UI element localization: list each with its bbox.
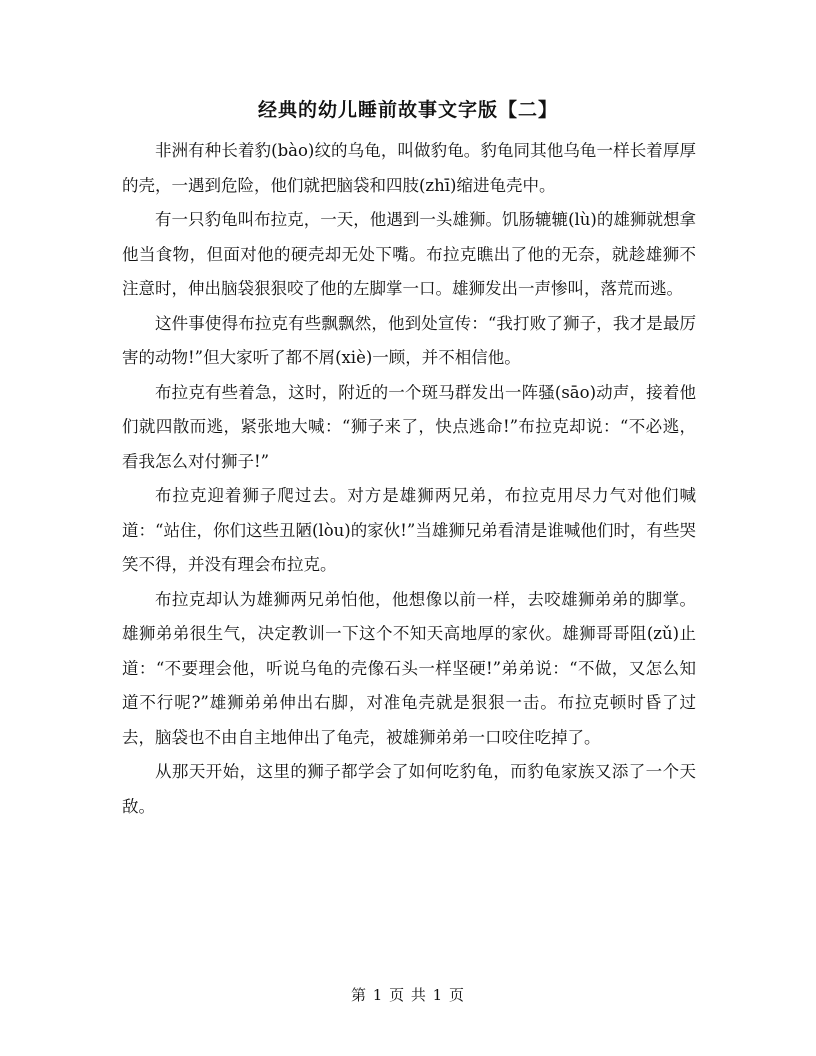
paragraph-2: 有一只豹龟叫布拉克，一天，他遇到一头雄狮。饥肠辘辘(lù)的雄狮就想拿他当食物，但面对他的硬壳却无处下嘴。布拉克瞧出了他的无奈，就趁雄狮不注意时，伸出脑袋狠狠咬了他的左脚掌一口。雄狮发出一声惨叫，落荒而逃。 <box>122 210 696 298</box>
page-number-footer: 第 1 页 共 1 页 <box>351 986 465 1004</box>
paragraph-4: 布拉克有些着急，这时，附近的一个斑马群发出一阵骚(sāo)动声，接着他们就四散而逃，紧张地大喊：“狮子来了，快点逃命!”布拉克却说：“不必逃，看我怎么对付狮子!” <box>122 382 696 471</box>
paragraph-5: 布拉克迎着狮子爬过去。对方是雄狮两兄弟，布拉克用尽力气对他们喊道：“站住，你们这些丑陋(lòu)的家伙!”当雄狮兄弟看清是谁喊他们时，有些哭笑不得，并没有理会布拉克。 <box>122 486 696 574</box>
paragraph-3: 这件事使得布拉克有些飘飘然，他到处宣传：“我打败了狮子，我才是最厉害的动物!”但大家听了都不屑(xiè)一顾，并不相信他。 <box>122 313 696 367</box>
paragraph-1: 非洲有种长着豹(bào)纹的乌龟，叫做豹龟。豹龟同其他乌龟一样长着厚厚的壳，一遇到危险，他们就把脑袋和四肢(zhī)缩进龟壳中。 <box>122 141 696 195</box>
document-body <box>122 134 696 824</box>
paragraph-7: 从那天开始，这里的狮子都学会了如何吃豹龟，而豹龟家族又添了一个天敌。 <box>122 762 696 816</box>
document-title: 经典的幼儿睡前故事文字版【二】 <box>257 99 558 121</box>
paragraph-6: 布拉克却认为雄狮两兄弟怕他，他想像以前一样，去咬雄狮弟弟的脚掌。雄狮弟弟很生气，决定教训一下这个不知天高地厚的家伙。雄狮哥哥阻(zǔ)止道：“不要理会他，听说乌龟的壳像石头一样坚硬!”弟弟说：“不做，又怎么知道不行呢?”雄狮弟弟伸出右脚，对准龟壳就是狠狠一击。布拉克顿时昏了过去，脑袋也不由自主地伸出了龟壳，被雄狮弟弟一口咬住吃掉了。 <box>122 589 696 747</box>
